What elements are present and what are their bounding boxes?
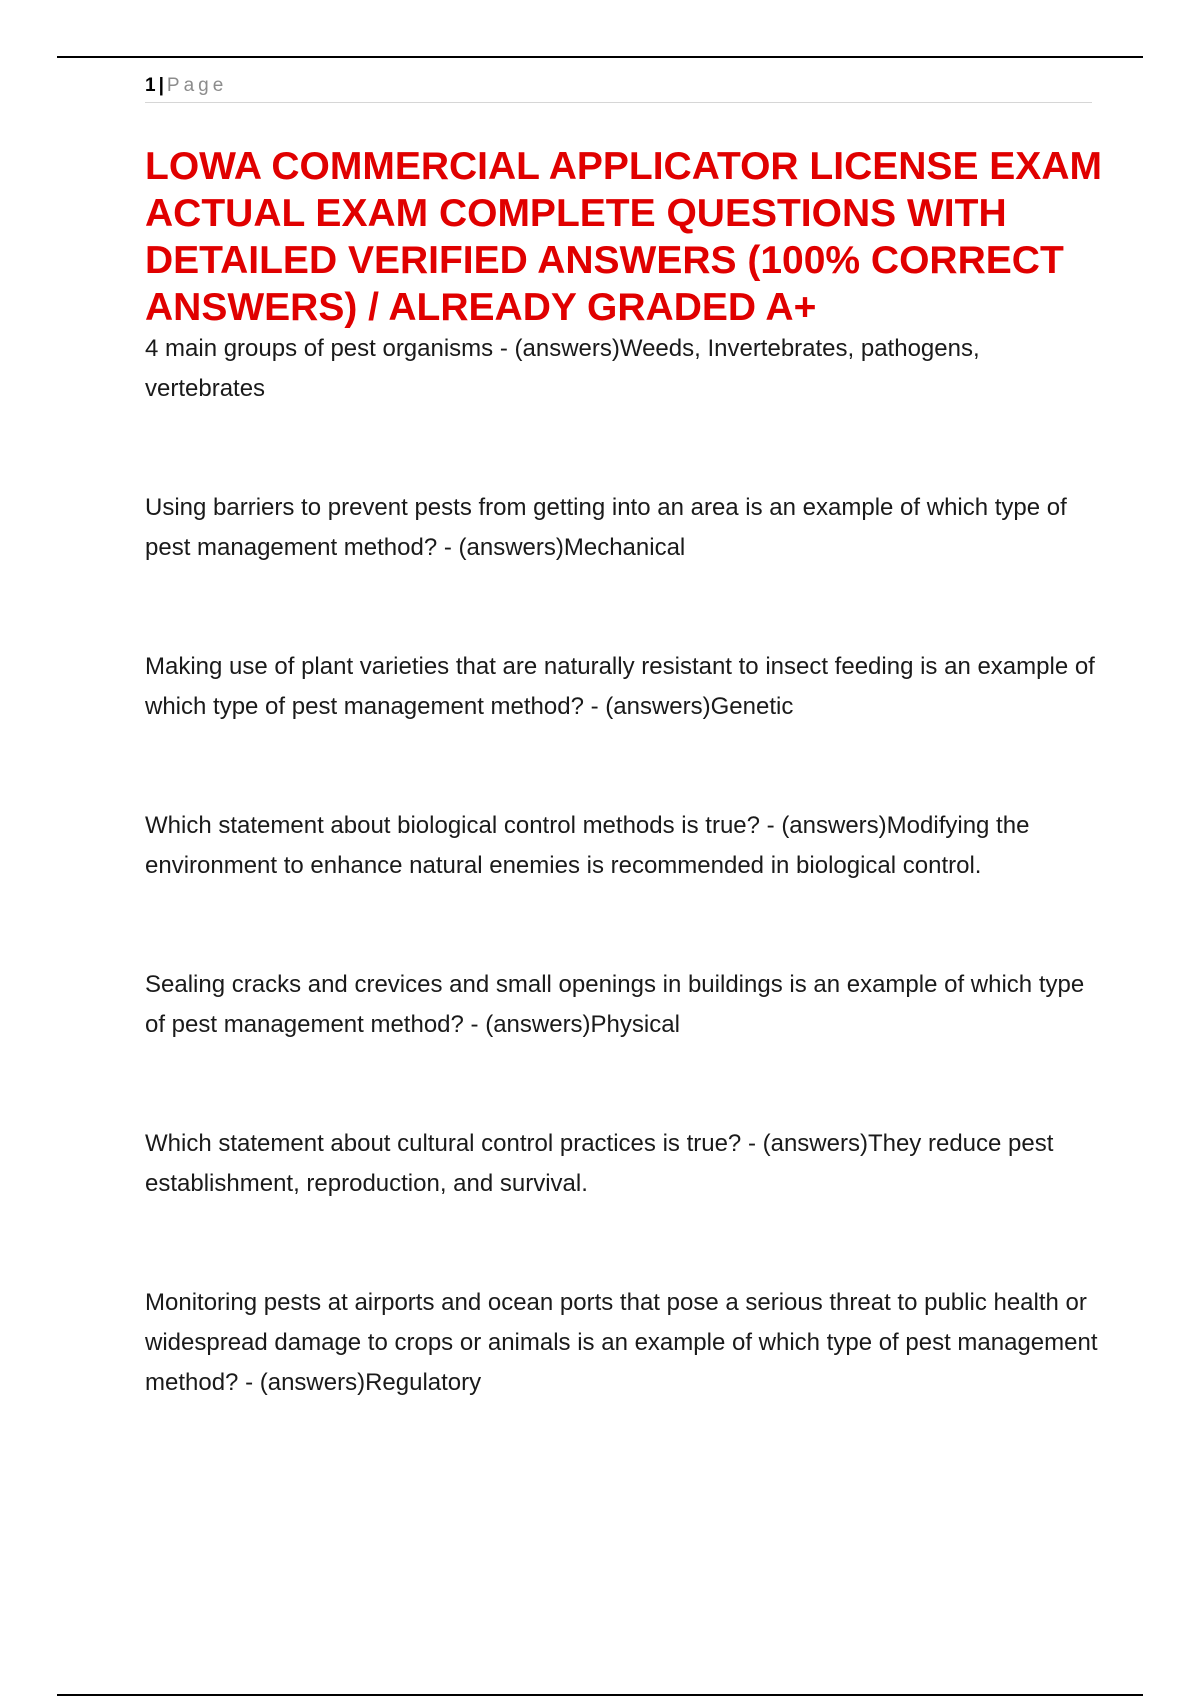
qa-item: Using barriers to prevent pests from getting into an area is an example of which type of pest management method? - (answers)Mechanical xyxy=(145,494,1067,561)
qa-item: Sealing cracks and crevices and small openings in buildings is an example of which type of pest management method? - (answers)Physical xyxy=(145,971,1085,1038)
qa-item: Monitoring pests at airports and ocean ports that pose a serious threat to public health or widespread damage to crops or animals is an example of which type of pest management method? - (answers)Regulatory xyxy=(145,1289,1098,1396)
page-header xyxy=(145,72,1092,103)
page-label: Page xyxy=(166,75,228,96)
document-title: LOWA COMMERCIAL APPLICATOR LICENSE EXAM ACTUAL EXAM COMPLETE QUESTIONS WITH DETAILED VERIFIED ANSWERS (100% CORRECT ANSWERS) / ALREADY GRADED A+ xyxy=(145,145,1102,329)
page-number: 1 xyxy=(145,75,156,96)
qa-item: Making use of plant varieties that are naturally resistant to insect feeding is an example of which type of pest management method? - (answers)Genetic xyxy=(145,653,1095,720)
qa-item: Which statement about cultural control practices is true? - (answers)They reduce pest establishment, reproduction, and survival. xyxy=(145,1130,1054,1197)
qa-list xyxy=(145,329,1105,1403)
page-separator: | xyxy=(158,75,164,96)
top-rule xyxy=(57,56,1143,58)
bottom-rule xyxy=(57,1694,1143,1696)
qa-item: 4 main groups of pest organisms - (answers)Weeds, Invertebrates, pathogens, vertebrates xyxy=(145,335,980,402)
qa-item: Which statement about biological control methods is true? - (answers)Modifying the environment to enhance natural enemies is recommended in biological control. xyxy=(145,812,1030,879)
